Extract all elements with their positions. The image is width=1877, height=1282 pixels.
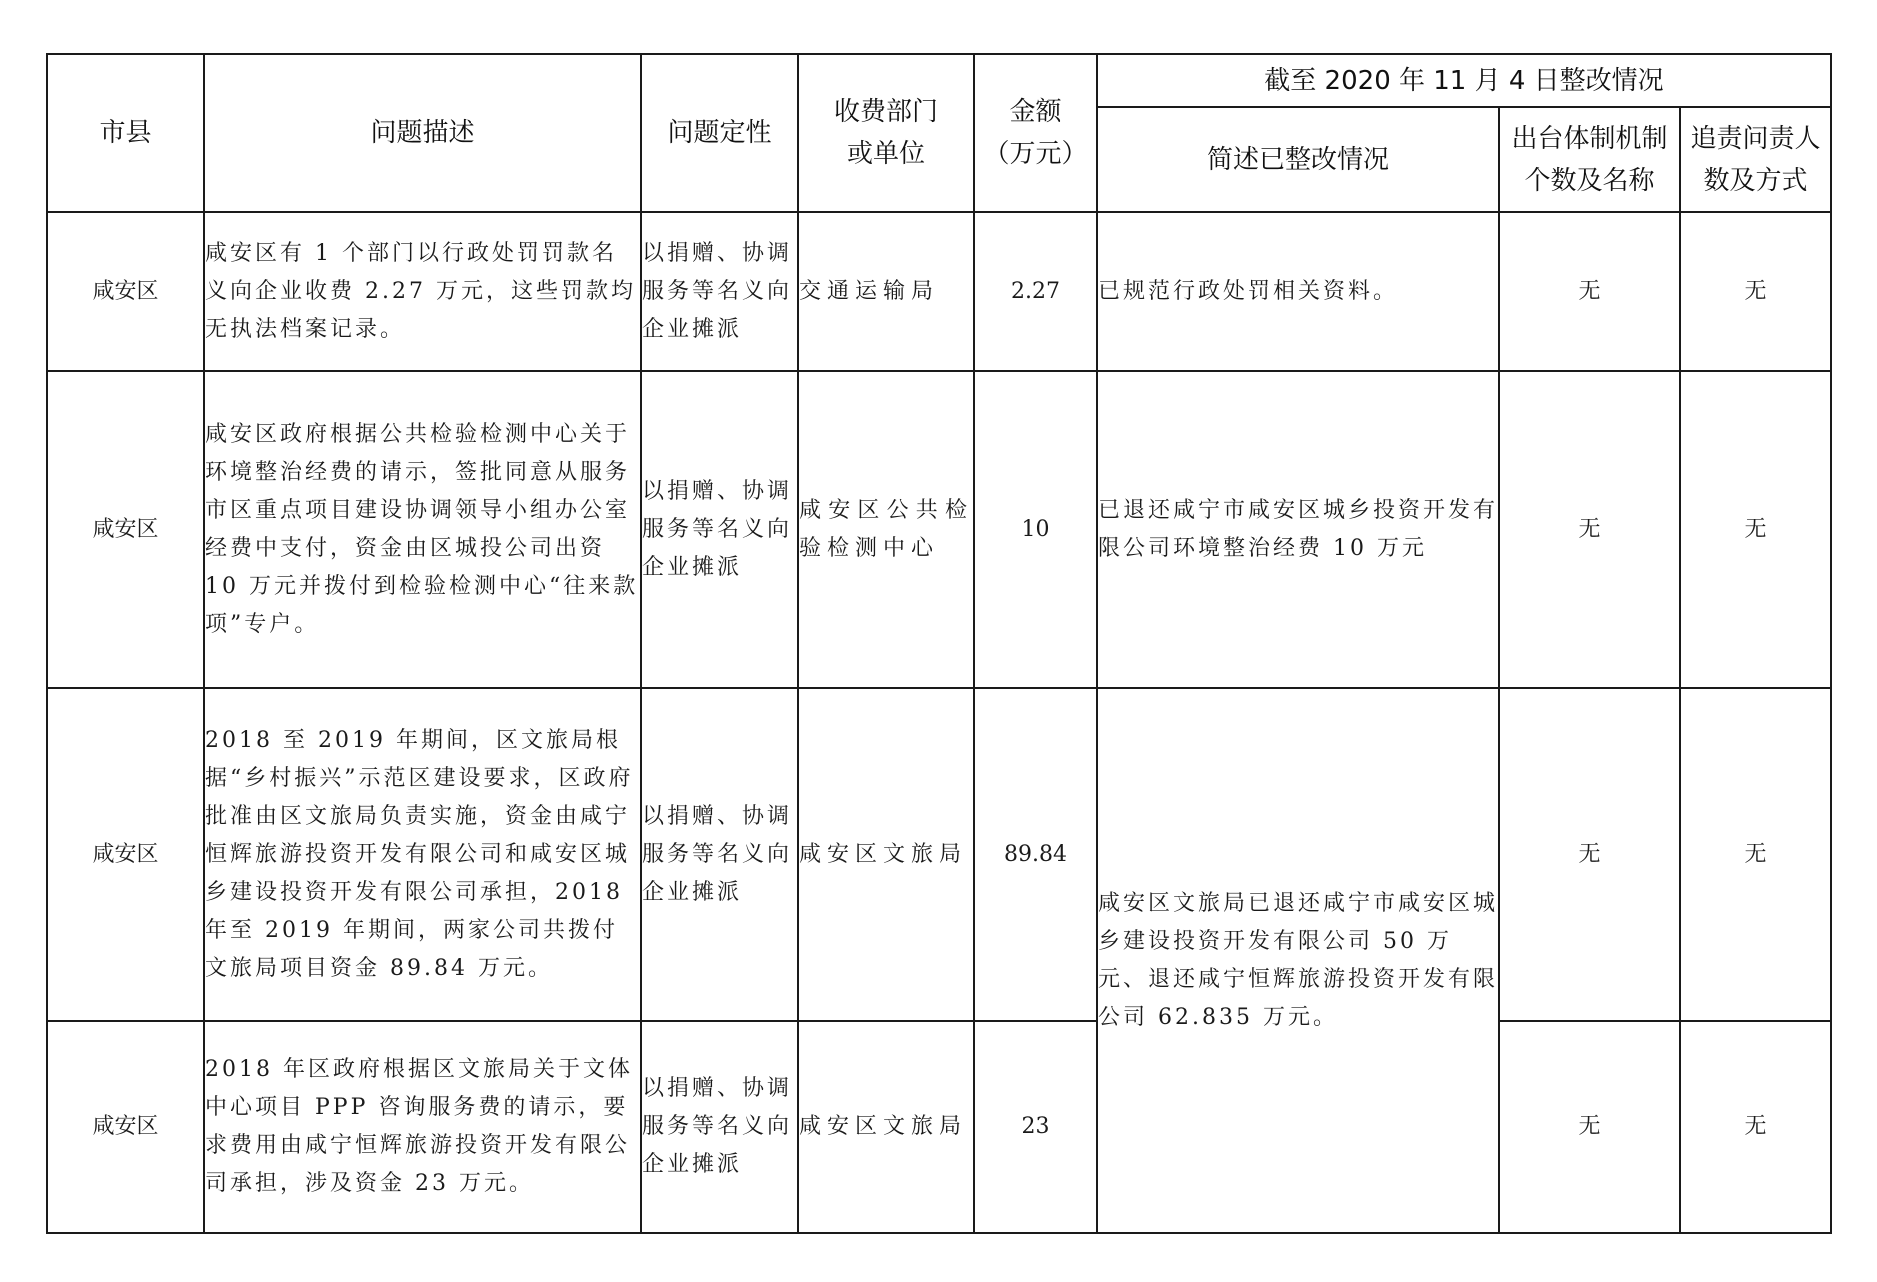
nature-cell: 以捐赠、协调服务等名义向企业摊派: [641, 1021, 798, 1233]
amount-cell: 10: [974, 371, 1097, 688]
description-cell: 2018 至 2019 年期间，区文旅局根据“乡村振兴”示范区建设要求，区政府批准由区文旅局负责实施，资金由咸宁恒辉旅游投资开发有限公司和咸安区城乡建设投资开发有限公司承担，2018 年至 2019 年期间，两家公司共拨付文旅局项目资金 89.84 万元。: [204, 688, 641, 1021]
description-cell: 2018 年区政府根据区文旅局关于文体中心项目 PPP 咨询服务费的请示，要求费用由咸宁恒辉旅游投资开发有限公司承担，涉及资金 23 万元。: [204, 1021, 641, 1233]
county-cell: 咸安区: [47, 688, 204, 1021]
header-nature: 问题定性: [641, 54, 798, 212]
header-accountability-line1: 追责问责人: [1690, 123, 1821, 154]
county-cell: 咸安区: [47, 371, 204, 688]
table-row: [47, 212, 1831, 371]
header-mechanism-line1: 出台体制机制: [1511, 123, 1668, 154]
header-amount-line1: 金额: [1009, 97, 1062, 127]
header-unit-line2: 或单位: [846, 139, 925, 169]
nature-cell: 以捐赠、协调服务等名义向企业摊派: [641, 688, 798, 1021]
accountability-cell: 无: [1680, 688, 1831, 1021]
county-cell: 咸安区: [47, 212, 204, 371]
rectified-cell-merged: 咸安区文旅局已退还咸宁市咸安区城乡建设投资开发有限公司 50 万元、退还咸宁恒辉旅游投资开发有限公司 62.835 万元。: [1097, 688, 1499, 1233]
rectification-table: [46, 53, 1832, 1234]
header-county: 市县: [47, 54, 204, 212]
header-rectification-group: 截至 2020 年 11 月 4 日整改情况: [1097, 54, 1831, 107]
unit-cell: 咸安区公共检验检测中心: [798, 371, 974, 688]
county-cell: 咸安区: [47, 1021, 204, 1233]
mechanism-cell: 无: [1499, 1021, 1680, 1233]
accountability-cell: 无: [1680, 1021, 1831, 1233]
header-description: 问题描述: [204, 54, 641, 212]
nature-cell: 以捐赠、协调服务等名义向企业摊派: [641, 212, 798, 371]
unit-cell: 咸安区文旅局: [798, 1021, 974, 1233]
unit-cell: 咸安区文旅局: [798, 688, 974, 1021]
header-mechanism-line2: 个数及名称: [1524, 165, 1655, 196]
header-amount: [974, 54, 1097, 212]
unit-cell: 交通运输局: [798, 212, 974, 371]
accountability-cell: 无: [1680, 212, 1831, 371]
table-row: [47, 371, 1831, 688]
mechanism-cell: 无: [1499, 688, 1680, 1021]
description-cell: 咸安区有 1 个部门以行政处罚罚款名义向企业收费 2.27 万元，这些罚款均无执法档案记录。: [204, 212, 641, 371]
mechanism-cell: 无: [1499, 371, 1680, 688]
table-row: [47, 688, 1831, 1021]
header-rectified: 简述已整改情况: [1097, 107, 1499, 212]
rectified-cell: 已规范行政处罚相关资料。: [1097, 212, 1499, 371]
header-mechanism: [1499, 107, 1680, 212]
nature-cell: 以捐赠、协调服务等名义向企业摊派: [641, 371, 798, 688]
header-amount-line2: （万元）: [983, 139, 1088, 169]
amount-cell: 89.84: [974, 688, 1097, 1021]
rectified-cell: 已退还咸宁市咸安区城乡投资开发有限公司环境整治经费 10 万元: [1097, 371, 1499, 688]
header-accountability: [1680, 107, 1831, 212]
table-row: [47, 1021, 1831, 1233]
mechanism-cell: 无: [1499, 212, 1680, 371]
header-unit: [798, 54, 974, 212]
amount-cell: 23: [974, 1021, 1097, 1233]
description-cell: 咸安区政府根据公共检验检测中心关于环境整治经费的请示，签批同意从服务市区重点项目建设协调领导小组办公室经费中支付，资金由区城投公司出资 10 万元并拨付到检验检测中心“往来款项”专户。: [204, 371, 641, 688]
amount-cell: 2.27: [974, 212, 1097, 371]
accountability-cell: 无: [1680, 371, 1831, 688]
header-accountability-line2: 数及方式: [1703, 165, 1808, 196]
header-unit-line1: 收费部门: [833, 97, 938, 127]
